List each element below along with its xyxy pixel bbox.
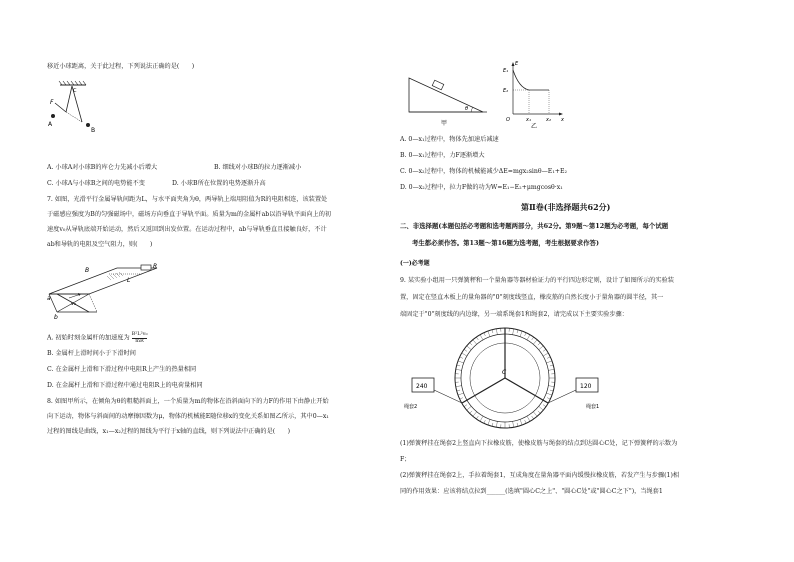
label-a: A xyxy=(48,121,53,128)
q9-step-1: (1)弹簧秤挂在绳套2上竖直向下拉橡皮筋，使橡皮筋与绳套的结点到达圆心C处，记下弹簧秤的示数为 xyxy=(400,440,678,447)
q9-line-1: 9. 某实验小组用一只弹簧秤和一个量角器等器材验证力的平行四边形定则，设计了如图所示的实验装 xyxy=(400,277,674,284)
q6-option-a: A. 小球A对小球B的库仑力先减小后增大 xyxy=(47,164,158,171)
left-box-reading: 240 xyxy=(416,383,428,390)
q7-fraction-den: mR xyxy=(135,337,144,344)
protractor-tick xyxy=(520,419,522,425)
q8-option-a: A. 0—x₁过程中，物体先加速后减速 xyxy=(400,136,499,143)
protractor-tick xyxy=(546,393,552,395)
rope1-label: 绳套1 xyxy=(586,404,600,410)
q7-fraction-num: B²L²v₀ xyxy=(131,331,148,337)
protractor-tick xyxy=(462,353,467,356)
protractor-tick xyxy=(456,369,462,370)
protractor-tick xyxy=(538,411,540,413)
q8-line-1: 8. 如图甲所示，在倾角为θ的粗糙斜面上，一个质量为m的物体在沿斜面向下的力F的作用下由静止开始 xyxy=(47,398,329,405)
protractor-tick xyxy=(550,390,553,391)
protractor-tick xyxy=(527,335,530,340)
protractor-tick xyxy=(457,390,460,391)
protractor-tick xyxy=(539,346,544,350)
protractor-tick xyxy=(513,329,514,335)
q9-step-2-cont: 同的作用效果：应该将结点拉到______(选填"圆心C之上"、"圆心C处"或"圆心C之下")，当绳套1 xyxy=(400,488,663,495)
protractor-tick xyxy=(546,361,552,363)
protractor-tick xyxy=(520,331,522,337)
q9-line-3: 端固定于"0"刻度线的内边缘，另一端系绳套1和绳套2，请完成以下主要实验步骤： xyxy=(400,311,628,318)
protractor-tick xyxy=(527,416,530,421)
label-x1: x₁ xyxy=(526,117,531,123)
figure-incline-energy xyxy=(405,58,565,130)
protractor-tick xyxy=(492,423,493,426)
protractor-tick xyxy=(467,406,472,410)
protractor-tick xyxy=(457,365,460,366)
protractor-tick xyxy=(476,337,478,340)
part2-title: 第Ⅱ卷(非选择题共62分) xyxy=(521,202,611,212)
protractor-tick xyxy=(480,335,483,340)
q7-option-a-text: A. 初始时刻金属杆的加速度为 xyxy=(47,334,130,342)
protractor-tick xyxy=(456,386,462,387)
q7-fraction xyxy=(132,332,148,344)
figure-protractor xyxy=(400,324,610,432)
protractor-tick xyxy=(480,416,483,421)
q7-line-3: 速度v₀从导轨底端开始运动，然后又返回到出发位置。在运动过程中，ab与导轨垂直且接触良好，不计 xyxy=(47,226,327,233)
part2-head-2: 考生都必须作答。第13题～第16题为选考题，考生根据要求作答) xyxy=(412,239,599,247)
label-origin: O xyxy=(506,117,510,123)
protractor-tick xyxy=(547,398,550,399)
protractor-tick xyxy=(547,357,550,358)
protractor-tick xyxy=(460,398,463,399)
label-e1: E₁ xyxy=(503,68,509,74)
protractor-tick xyxy=(476,416,478,419)
protractor-tick xyxy=(517,330,518,333)
protractor-tick xyxy=(548,369,554,370)
protractor-tick xyxy=(473,340,477,345)
protractor-tick xyxy=(543,353,548,356)
q8-option-c: C. 0—x₂过程中，物体的机械能减少ΔE=mgx₂sinθ—E₁+E₂ xyxy=(400,168,567,175)
protractor-tick xyxy=(496,421,497,427)
protractor-tick xyxy=(484,333,485,336)
protractor-tick xyxy=(458,393,464,395)
label-e2: E₂ xyxy=(503,88,509,94)
q7-line-1: 7. 如图，光滑平行金属导轨间距为L，与水平面夹角为θ，两导轨上端用阻值为R的电阻相连，该装置处 xyxy=(47,196,328,203)
label-b: B xyxy=(91,127,96,134)
protractor-tick xyxy=(543,349,546,351)
protractor-tick xyxy=(464,405,467,407)
q9-step-2: (2)弹簧秤挂在绳套2上，手拉着绳套1，互成角度在量角器平面内缓慢拉橡皮筋，若发产生与步骤(1)相 xyxy=(400,472,680,479)
protractor-tick xyxy=(513,421,514,427)
q7-option-a xyxy=(47,332,147,344)
label-b-field: B xyxy=(85,267,90,274)
q6-option-c: C. 小球A与小球B之间的电势能不变 xyxy=(47,180,145,187)
protractor-tick xyxy=(517,423,518,426)
figure-inclined-rails xyxy=(47,258,167,320)
protractor-tick xyxy=(550,365,553,366)
q7-line-2: 于磁感应强度为B的匀强磁场中，磁场方向垂直于导轨平面。质量为m的金属杆ab以沿导轨平面向上的初 xyxy=(47,211,332,218)
center-label: C xyxy=(502,369,507,376)
protractor-tick xyxy=(532,416,534,419)
label-c: C xyxy=(73,88,77,94)
protractor-tick xyxy=(538,343,540,345)
protractor-tick xyxy=(484,420,485,423)
protractor-tick xyxy=(488,419,490,425)
protractor-tick xyxy=(525,333,526,336)
label-f: F xyxy=(50,99,54,106)
protractor-tick xyxy=(458,361,464,363)
label-jia: 甲 xyxy=(441,120,448,127)
q9-line-2: 置，固定在竖直木板上的量角器的"0"刻度线竖直，橡皮筋的自然长度小于量角器的圆半径，其一 xyxy=(400,294,664,301)
q8-option-b: B. 0—x₁过程中，力F逐渐增大 xyxy=(400,152,485,159)
q7-option-d: D. 在金属杆上滑和下滑过程中通过电阻R上的电荷量相同 xyxy=(47,382,203,389)
part2-head-1: 二、非选择题(本题包括必考题和选考题两部分，共62分。第9题～第12题为必考题，每个试题 xyxy=(400,222,669,230)
protractor-tick xyxy=(467,346,472,350)
label-b-rod: b xyxy=(54,314,58,320)
q7-option-b: B. 金属杆上滑时间小于下滑时间 xyxy=(47,350,136,357)
required-label: (一)必考题 xyxy=(400,260,430,267)
protractor-tick xyxy=(532,337,534,340)
q9-step-1-cont: F； xyxy=(400,456,411,463)
protractor-tick xyxy=(548,386,554,387)
q8-option-d: D. 0—x₂过程中，拉力F做的功为W=E₁−E₂+μmgcosθ·x₁ xyxy=(400,184,563,191)
q7-line-4: ab和导轨的电阻及空气阻力，则( ) xyxy=(47,241,153,248)
protractor-tick xyxy=(492,330,493,333)
q6-tail-text: 移近小球距离，关于此过程，下列说法正确的是( ) xyxy=(47,63,195,70)
axis-x: x xyxy=(561,117,564,123)
label-a-rod: a xyxy=(47,295,51,302)
protractor-tick xyxy=(470,343,472,345)
q6-option-b: B. 细线对小球B的拉力逐渐减小 xyxy=(214,164,302,171)
protractor-tick xyxy=(543,405,546,407)
q8-line-3: 过程的图线是曲线，x₁—x₂过程的图线为平行于x轴的直线，则下列说法中正确的是( ) xyxy=(47,428,291,435)
label-r: R xyxy=(153,263,158,270)
rope2-label: 绳套2 xyxy=(404,404,418,410)
q7-option-c: C. 在金属杆上滑和下滑过程中电阻R上产生的热量相同 xyxy=(47,366,197,373)
q6-option-d: D. 小球B所在位置的电势逐渐升高 xyxy=(172,180,266,187)
label-v0: v₀ xyxy=(71,301,76,307)
q8-line-2: 向下运动，物体与斜面间的动摩擦因数为μ，物体的机械能E随位移x的变化关系如图乙所示，其中0—x₁ xyxy=(47,413,329,420)
protractor-tick xyxy=(460,357,463,358)
protractor-tick xyxy=(533,412,537,417)
label-x2: x₂ xyxy=(546,117,551,123)
label-l: L xyxy=(127,277,131,284)
protractor-tick xyxy=(473,412,477,417)
figure-charged-balls xyxy=(42,80,132,140)
protractor-tick xyxy=(533,340,537,345)
protractor-tick xyxy=(525,420,526,423)
right-box-reading: 120 xyxy=(580,383,592,390)
protractor-tick xyxy=(464,349,467,351)
axis-e: E xyxy=(515,61,519,67)
label-theta: θ xyxy=(465,106,469,112)
protractor-tick xyxy=(488,331,490,337)
protractor-tick xyxy=(539,406,544,410)
protractor-tick xyxy=(496,329,497,335)
protractor-tick xyxy=(470,411,472,413)
label-yi: 乙 xyxy=(531,123,538,130)
